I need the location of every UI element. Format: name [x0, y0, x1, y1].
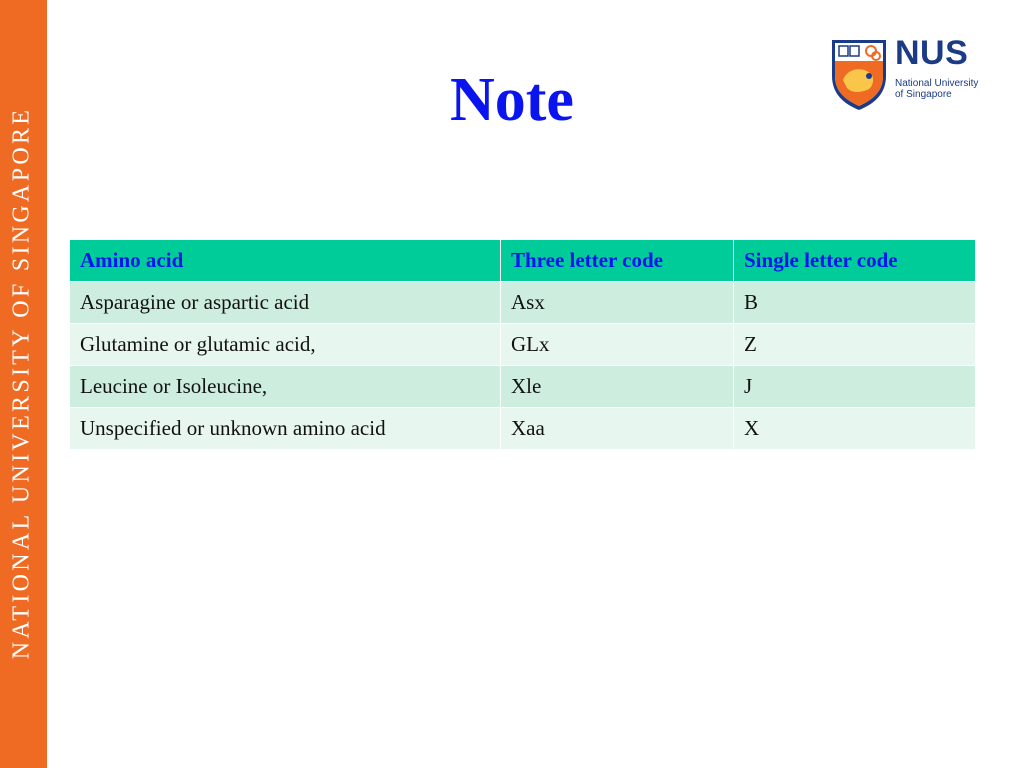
cell-single-letter-code: Z	[734, 324, 976, 366]
cell-amino-acid: Unspecified or unknown amino acid	[70, 408, 501, 450]
table-row	[70, 324, 976, 366]
cell-amino-acid: Glutamine or glutamic acid,	[70, 324, 501, 366]
nus-logo	[829, 36, 991, 112]
cell-amino-acid: Leucine or Isoleucine,	[70, 366, 501, 408]
cell-three-letter-code: Asx	[501, 282, 734, 324]
cell-three-letter-code: Xaa	[501, 408, 734, 450]
logo-wordmark: NUS	[895, 34, 969, 72]
cell-single-letter-code: B	[734, 282, 976, 324]
table-header-row	[70, 240, 976, 282]
cell-three-letter-code: GLx	[501, 324, 734, 366]
header-single-letter-code: Single letter code	[734, 240, 976, 282]
table-row	[70, 366, 976, 408]
table-row	[70, 282, 976, 324]
cell-single-letter-code: J	[734, 366, 976, 408]
cell-three-letter-code: Xle	[501, 366, 734, 408]
cell-amino-acid: Asparagine or aspartic acid	[70, 282, 501, 324]
logo-subtitle-line1: National University	[895, 78, 979, 89]
slide-title: Note	[450, 66, 574, 134]
header-amino-acid: Amino acid	[70, 240, 501, 282]
cell-single-letter-code: X	[734, 408, 976, 450]
sidebar-university-name: NATIONAL UNIVERSITY OF SINGAPORE	[8, 106, 35, 660]
table-row	[70, 408, 976, 450]
logo-subtitle	[895, 78, 978, 100]
crest-icon	[829, 36, 889, 112]
amino-acid-table	[69, 239, 976, 450]
logo-subtitle-line2: of Singapore	[895, 89, 952, 100]
header-three-letter-code: Three letter code	[501, 240, 734, 282]
